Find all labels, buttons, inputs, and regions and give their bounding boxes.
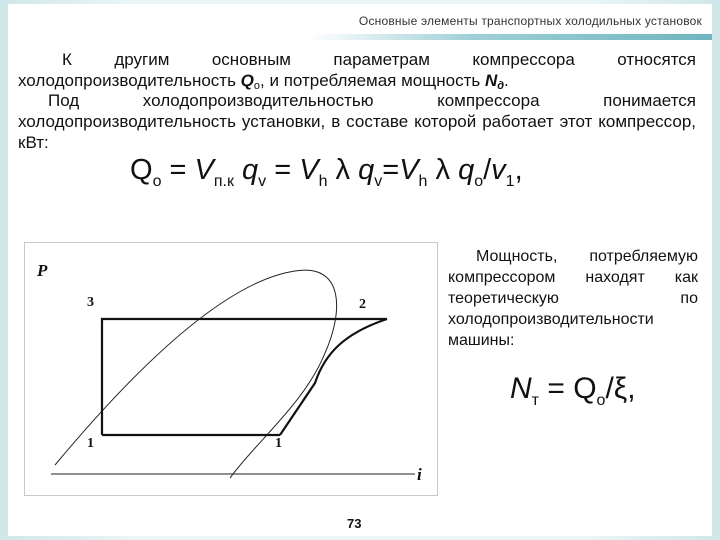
f1-vh: V bbox=[299, 154, 319, 186]
point-2-label: 2 bbox=[359, 297, 366, 312]
f1-q: Q bbox=[130, 154, 153, 186]
paragraph-1-prefix: К другим основным параметрам компрессора относятся холодопроизводительность bbox=[18, 50, 696, 90]
f1-vh2: V bbox=[399, 154, 419, 186]
page-number: 73 bbox=[347, 516, 362, 531]
cycle-condensing-line bbox=[102, 319, 387, 435]
f1-tail: , bbox=[514, 154, 523, 186]
power-formula bbox=[510, 372, 636, 410]
saturation-curve bbox=[55, 270, 337, 478]
q-subscript: o bbox=[253, 80, 261, 92]
f1-v1: v bbox=[491, 154, 506, 186]
f1-q2-sub: v bbox=[258, 173, 267, 190]
f1-q3: q bbox=[358, 154, 375, 186]
f1-v: V bbox=[194, 154, 214, 186]
f1-q3-sub: v bbox=[374, 173, 383, 190]
f2-tail: , bbox=[627, 372, 636, 405]
point-1-right-label: 1 bbox=[275, 436, 282, 451]
f1-q4-sub: o bbox=[474, 173, 484, 190]
f1-slash: / bbox=[483, 154, 492, 186]
f2-n-sub: т bbox=[531, 392, 539, 409]
f1-v1-sub: 1 bbox=[505, 173, 515, 190]
axis-x-label: i bbox=[417, 465, 422, 484]
f1-q4: q bbox=[458, 154, 475, 186]
q-symbol: Q bbox=[240, 71, 254, 90]
cycle-compression-line bbox=[280, 319, 387, 435]
capacity-formula bbox=[130, 154, 523, 191]
axis-y-label: P bbox=[37, 261, 48, 280]
f1-eq3: = bbox=[382, 154, 400, 186]
n-subscript: д bbox=[497, 80, 505, 92]
paragraph-2: Под холодопроизводительностью компрессора понимается холодопроизводительность установки, в составе которой работает этот компрессор, кВт: bbox=[18, 91, 696, 152]
n-symbol: N bbox=[484, 71, 498, 90]
header-title: Основные элементы транспортных холодильных установок bbox=[358, 14, 702, 28]
point-1-left-label: 1 bbox=[87, 436, 94, 451]
p-i-diagram bbox=[24, 242, 438, 496]
f1-lambda1: λ bbox=[327, 154, 359, 186]
header-rule bbox=[308, 34, 712, 40]
power-description: Мощность, потребляемую компрессором находят как теоретическую по холодопроизводительности машины: bbox=[448, 248, 698, 349]
f1-lambda2: λ bbox=[427, 154, 459, 186]
f2-xi: ξ bbox=[613, 372, 628, 405]
f2-q: Q bbox=[573, 372, 597, 405]
f1-v-sub: п.к bbox=[213, 173, 234, 190]
paragraph-1-suffix: . bbox=[504, 71, 509, 90]
f1-eq1: = bbox=[161, 154, 195, 186]
f1-vh2-sub: h bbox=[418, 173, 428, 190]
p-i-diagram-svg bbox=[25, 243, 437, 495]
slide bbox=[8, 4, 712, 536]
f1-q2: q bbox=[233, 154, 259, 186]
f2-n: N bbox=[510, 372, 532, 405]
f1-q-sub: o bbox=[152, 173, 162, 190]
f1-vh-sub: h bbox=[318, 173, 328, 190]
f2-slash: / bbox=[605, 372, 614, 405]
f2-q-sub: o bbox=[596, 392, 606, 409]
f1-eq2: = bbox=[266, 154, 300, 186]
point-3-label: 3 bbox=[87, 295, 94, 310]
f2-eq: = bbox=[539, 372, 574, 405]
paragraph-1-middle: , и потребляемая мощность bbox=[260, 71, 485, 90]
